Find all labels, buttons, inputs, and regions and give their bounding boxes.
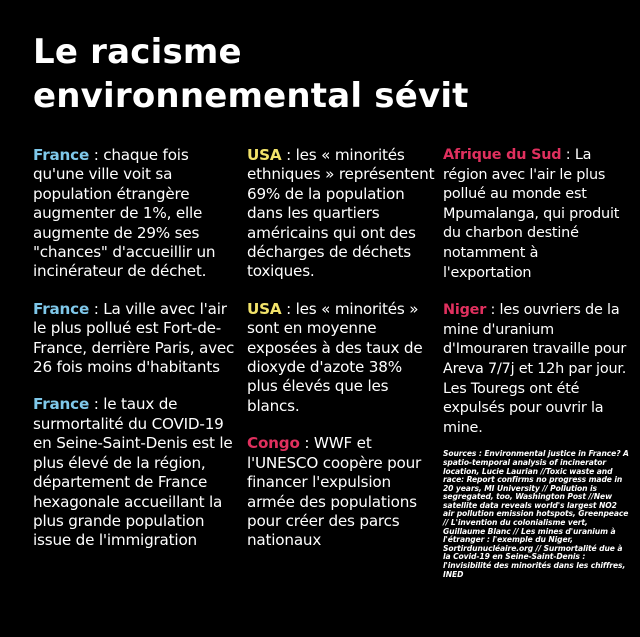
keyword-usa: USA <box>247 146 282 164</box>
keyword-congo: Congo <box>247 434 300 453</box>
fact-text: : les ouvriers de la mine d'uranium d'Imouraren travaille pour Areva 7/7j et 12h par jour. Les Touregs ont été expulsés pour ouvrir la mine. <box>443 302 627 436</box>
keyword-france: France <box>33 395 90 414</box>
fact-usa-toxic-waste <box>247 146 437 282</box>
fact-text: : La ville avec l'air le plus pollué est Fort-de-France, derrière Paris, avec 26 fois moins d'habitants <box>33 299 235 377</box>
fact-france-covid <box>33 395 238 550</box>
fact-france-fort-de-france <box>33 300 238 378</box>
keyword-france: France <box>33 299 90 318</box>
keyword-france: France <box>33 146 90 164</box>
sources-footnote: Sources : Environmental justice in France? A spatio-temporal analysis of incinerator location, Lucie Laurian //Toxic waste and race: Report confirms no progress made in 20 years, MI University // Pollution is segregated, too, Washington Post //New satellite data reveals world's largest NO2 air pollution emission hotspots, Greenpeace // L'invention du colonialisme vert, Guillaume Blanc // Les mines d'uranium à l'étranger : l'exemple du Niger, Sortirdunucléaire.org // Surmortalité due à la Covid-19 en Seine-Saint-Denis : l'invisibilité des minorités dans les chiffres, INED <box>443 449 629 579</box>
column-middle <box>247 146 437 569</box>
fact-france-incinerator <box>33 146 238 282</box>
fact-congo-wwf <box>247 434 437 550</box>
fact-text: : La région avec l'air le plus pollué au monde est Mpumalanga, qui produit du charbon destiné notamment à l'exportation <box>443 147 620 281</box>
keyword-afrique-du-sud: Afrique du Sud <box>443 147 562 163</box>
fact-text: : chaque fois qu'une ville voit sa population étrangère augmenter de 1%, elle augmente de 29% ses "chances" d'accueillir un incinérateur de déchet. <box>33 146 216 281</box>
fact-text: : le taux de surmortalité du COVID-19 en Seine-Saint-Denis est le plus élevé de la région, département de France hexagonale accueillant la plus grande population issue de l'immigration <box>33 395 233 550</box>
fact-usa-no2 <box>247 300 437 416</box>
title-line-2: environnemental sévit <box>33 76 469 116</box>
keyword-niger: Niger <box>443 302 487 319</box>
page-title <box>33 30 623 118</box>
fact-text: : WWF et l'UNESCO coopère pour financer l'expulsion armée des populations pour créer des parcs nationaux <box>247 434 422 550</box>
column-left <box>33 146 238 569</box>
fact-afrique-du-sud <box>443 146 630 283</box>
fact-text: : les « minorités » sont en moyenne exposées à des taux de dioxyde d'azote 38% plus élevés que les blancs. <box>247 299 423 415</box>
column-right <box>443 146 630 579</box>
title-line-1: Le racisme <box>33 32 242 72</box>
keyword-usa: USA <box>247 299 282 318</box>
fact-niger-uranium <box>443 301 630 438</box>
fact-text: : les « minorités ethniques » représentent 69% de la population dans les quartiers américains qui ont des décharges de déchets toxiques. <box>247 146 435 281</box>
